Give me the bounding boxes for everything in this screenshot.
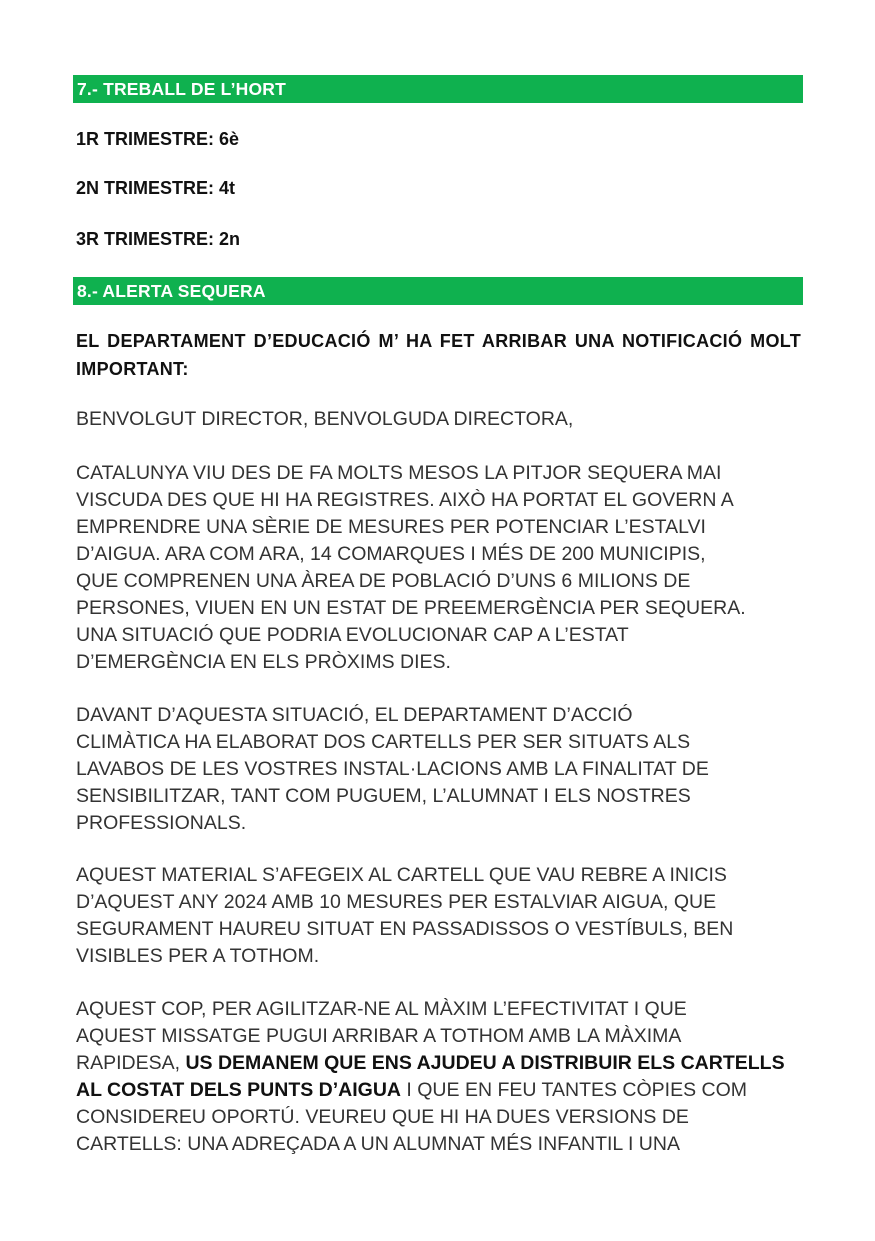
- paragraph-line: CLIMÀTICA HA ELABORAT DOS CARTELLS PER SER SITUATS ALS: [76, 731, 691, 753]
- paragraph-line: LAVABOS DE LES VOSTRES INSTAL·LACIONS AMB LA FINALITAT DE: [76, 758, 709, 780]
- paragraph-line: [76, 1077, 806, 1104]
- paragraph-2: [76, 702, 806, 837]
- paragraph-line: QUE COMPRENEN UNA ÀREA DE POBLACIÓ D’UNS 6 MILIONS DE: [76, 570, 691, 592]
- paragraph-line: CONSIDEREU OPORTÚ. VEUREU QUE HI HA DUES VERSIONS DE: [76, 1106, 689, 1128]
- paragraph-line: SENSIBILITZAR, TANT COM PUGUEM, L’ALUMNAT I ELS NOSTRES: [76, 785, 691, 807]
- paragraph-4: [76, 996, 806, 1158]
- paragraph-1: [76, 460, 806, 676]
- paragraph-line: SEGURAMENT HAUREU SITUAT EN PASSADISSOS O VESTÍBULS, BEN: [76, 918, 734, 940]
- paragraph-line: PERSONES, VIUEN EN UN ESTAT DE PREEMERGÈNCIA PER SEQUERA.: [76, 597, 746, 619]
- greeting: BENVOLGUT DIRECTOR, BENVOLGUDA DIRECTORA,: [76, 408, 574, 430]
- paragraph-line: D’AIGUA. ARA COM ARA, 14 COMARQUES I MÉS DE 200 MUNICIPIS,: [76, 543, 706, 565]
- paragraph-line: AQUEST MATERIAL S’AFEGEIX AL CARTELL QUE VAU REBRE A INICIS: [76, 864, 727, 886]
- trimester-3: 3R TRIMESTRE: 2n: [76, 229, 241, 249]
- section-header-alerta-sequera: 8.- ALERTA SEQUERA: [73, 277, 803, 305]
- paragraph-line: PROFESSIONALS.: [76, 812, 247, 834]
- paragraph-text: I QUE EN FEU TANTES CÒPIES COM: [401, 1079, 748, 1101]
- paragraph-line: AQUEST MISSATGE PUGUI ARRIBAR A TOTHOM AMB LA MÀXIMA: [76, 1025, 682, 1047]
- trimester-1: 1R TRIMESTRE: 6è: [76, 129, 240, 149]
- notice-heading: EL DEPARTAMENT D’EDUCACIÓ M’ HA FET ARRIBAR UNA NOTIFICACIÓ MOLT IMPORTANT:: [76, 331, 801, 379]
- paragraph-line: D’EMERGÈNCIA EN ELS PRÒXIMS DIES.: [76, 651, 451, 673]
- paragraph-line: D’AQUEST ANY 2024 AMB 10 MESURES PER ESTALVIAR AIGUA, QUE: [76, 891, 717, 913]
- paragraph-line: UNA SITUACIÓ QUE PODRIA EVOLUCIONAR CAP A L’ESTAT: [76, 624, 629, 646]
- paragraph-line: CARTELLS: UNA ADREÇADA A UN ALUMNAT MÉS INFANTIL I UNA: [76, 1133, 680, 1155]
- paragraph-line: DAVANT D’AQUESTA SITUACIÓ, EL DEPARTAMENT D’ACCIÓ: [76, 704, 633, 726]
- section-header-treball-hort: 7.- TREBALL DE L’HORT: [73, 75, 803, 103]
- paragraph-line: VISIBLES PER A TOTHOM.: [76, 945, 320, 967]
- paragraph-line: AQUEST COP, PER AGILITZAR-NE AL MÀXIM L’EFECTIVITAT I QUE: [76, 998, 687, 1020]
- paragraph-line: CATALUNYA VIU DES DE FA MOLTS MESOS LA PITJOR SEQUERA MAI: [76, 462, 722, 484]
- paragraph-line: VISCUDA DES QUE HI HA REGISTRES. AIXÒ HA PORTAT EL GOVERN A: [76, 489, 734, 511]
- paragraph-line: EMPRENDRE UNA SÈRIE DE MESURES PER POTENCIAR L’ESTALVI: [76, 516, 706, 538]
- emphasis-text: AL COSTAT DELS PUNTS D’AIGUA: [76, 1079, 402, 1101]
- paragraph-3: [76, 862, 806, 970]
- trimester-2: 2N TRIMESTRE: 4t: [76, 178, 236, 198]
- paragraph-text: RAPIDESA,: [76, 1052, 186, 1074]
- paragraph-line: [76, 1050, 806, 1077]
- emphasis-text: US DEMANEM QUE ENS AJUDEU A DISTRIBUIR ELS CARTELLS: [185, 1052, 785, 1074]
